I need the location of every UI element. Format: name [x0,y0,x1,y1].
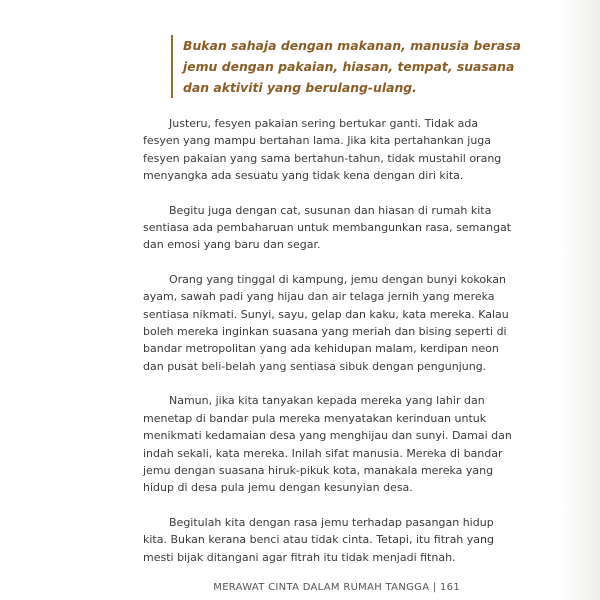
paragraph [143,271,509,375]
text-line: boleh mereka inginkan suasana yang meriah dan bising seperti di [143,325,507,339]
text-line: menyangka ada sesuatu yang tidak kena dengan diri kita. [143,169,464,183]
running-title: MERAWAT CINTA DALAM RUMAH TANGGA [213,582,430,593]
footer-separator: | [432,582,437,593]
text-line: bandar metropolitan yang ada kehidupan malam, kerdipan neon [143,342,499,356]
text-line: sentiasa ada pembaharuan untuk membangunkan rasa, semangat [143,221,512,235]
text-line: Begitulah kita dengan rasa jemu terhadap pasangan hidup [169,515,494,529]
pull-quote-line: dan aktiviti yang berulang-ulang. [183,80,417,95]
paragraph [143,514,494,566]
text-line: hidup di desa pula jemu dengan kesunyian desa. [143,481,413,495]
text-line: ayam, sawah padi yang hijau dan air telaga jernih yang mereka [143,290,495,304]
text-line: sentiasa nikmati. Sunyi, sayu, gelap dan kaku, kata mereka. Kalau [143,307,509,321]
text-line: Namun, jika kita tanyakan kepada mereka yang lahir dan [169,394,485,408]
text-line: Orang yang tinggal di kampung, jemu dengan bunyi kokokan [169,272,506,286]
body-text [143,115,512,583]
text-line: dan emosi yang baru dan segar. [143,238,321,252]
text-line: fesyen yang mampu bertahan lama. Jika kita pertahankan juga [143,134,492,148]
page-number: 161 [440,582,460,593]
paragraph [143,202,512,254]
text-line: indah sekali, kata mereka. Inilah sifat manusia. Mereka di bandar [143,446,503,460]
pull-quote-line: Bukan sahaja dengan makanan, manusia berasa [183,38,521,53]
page-edge-shadow [562,0,600,600]
paragraph [143,392,512,496]
paragraph [143,115,502,185]
text-line: menetap di bandar pula mereka menyatakan kerinduan untuk [143,411,487,425]
text-line: fesyen pakaian yang sama bertahun-tahun, tidak mustahil orang [143,151,502,165]
text-line: Begitu juga dengan cat, susunan dan hiasan di rumah kita [169,203,492,217]
pull-quote-line: jemu dengan pakaian, hiasan, tempat, suasana [183,59,515,74]
pull-quote [171,35,563,98]
text-line: jemu dengan suasana hiruk-pikuk kota, manakala mereka yang [143,463,494,477]
text-line: mesti bijak ditangani agar fitrah itu tidak menjadi fitnah. [143,550,456,564]
text-line: kita. Bukan kerana benci atau tidak cinta. Tetapi, itu fitrah yang [143,533,494,547]
text-line: dan pusat beli-belah yang sentiasa sibuk dengan pengunjung. [143,359,487,373]
text-line: Justeru, fesyen pakaian sering bertukar ganti. Tidak ada [169,117,479,130]
text-line: menikmati kedamaian desa yang menghijau dan sunyi. Damai dan [143,429,512,443]
running-footer [213,582,460,593]
